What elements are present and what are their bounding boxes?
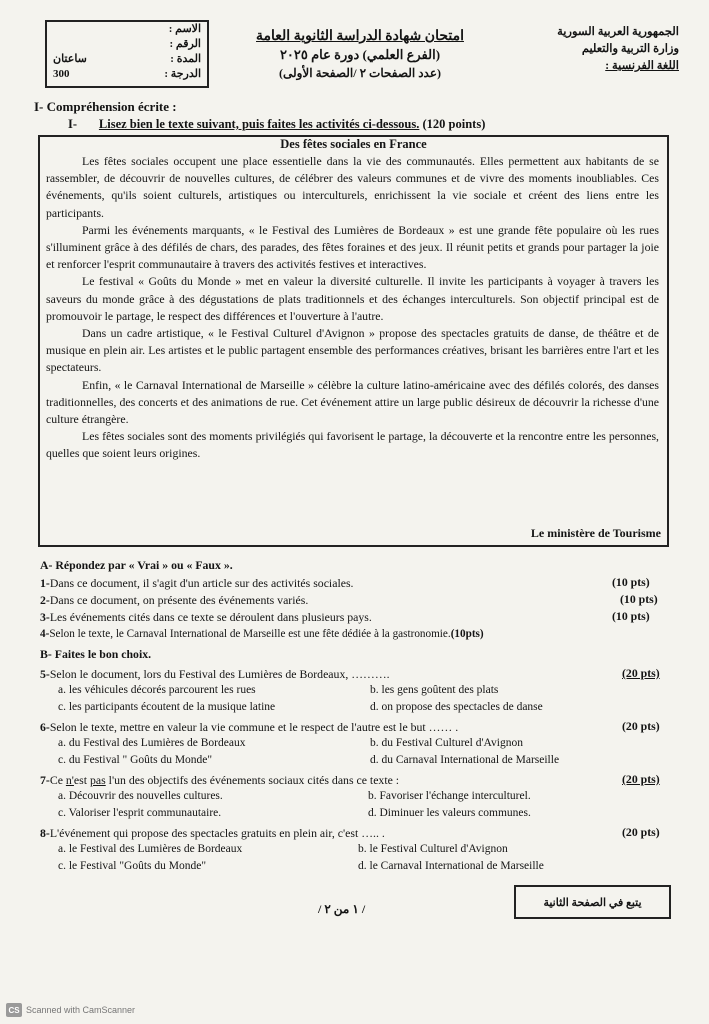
option: d. Diminuer les valeurs communes.	[368, 807, 531, 819]
option: b. les gens goûtent des plats	[370, 684, 499, 696]
id-row-duration: ساعتان المدة :	[53, 53, 201, 65]
continued-note-box: يتبع في الصفحة الثانية	[514, 885, 671, 919]
option: a. les véhicules décorés parcourent les rues	[58, 684, 256, 696]
text-source: Le ministère de Tourisme	[530, 526, 661, 540]
text-title: Des fêtes sociales en France	[280, 137, 427, 151]
question-3: 3-Les événements cités dans ce texte se déroulent dans plusieurs pays.	[40, 610, 372, 624]
section-heading: I- Compréhension écrite :	[34, 99, 177, 114]
id-row-grade: 300 الدرجة :	[53, 68, 201, 80]
exam-session: (الفرع العلمي) دورة عام ٢٠٢٥	[279, 47, 441, 62]
points: (10 pts)	[612, 609, 650, 623]
paragraph: Les fêtes sociales sont des moments privilégiés qui favorisent le partage, la découverte et la rencontre entre les personnes, quelles que soient leurs origines.	[46, 429, 659, 461]
camscanner-logo-icon: CS	[6, 1003, 22, 1017]
instruction-number: I-	[68, 117, 78, 131]
id-row-name: الاسم :	[168, 23, 201, 35]
option: d. on propose des spectacles de danse	[370, 701, 543, 713]
option: a. le Festival des Lumières de Bordeaux	[58, 843, 243, 855]
option: c. le Festival "Goûts du Monde"	[58, 860, 207, 872]
option: d. du Carnaval International de Marseille	[370, 754, 560, 766]
question-7: 7-Ce n'est pas l'un des objectifs des événements sociaux cités dans ce texte :	[40, 773, 400, 787]
option: d. le Carnaval International de Marseille	[358, 860, 544, 872]
subject-name: اللغة الفرنسية :	[605, 60, 679, 72]
points: (20 pts)	[622, 719, 660, 733]
instruction-points: (120 points)	[422, 117, 486, 131]
option: c. du Festival " Goûts du Monde"	[58, 754, 213, 766]
paragraph: Dans un cadre artistique, « le Festival Culturel d'Avignon » propose des spectacles gratuits de danse, de théâtre et de musique en plein air. Les artistes et le public partagent ensemble des performances créatives, brisant les barrières entre l'art et les spectateurs.	[46, 326, 659, 375]
ministry-header	[479, 24, 679, 75]
exam-title: امتحان شهادة الدراسة الثانوية العامة	[256, 29, 464, 44]
paragraph: Enfin, « le Carnaval International de Marseille » célèbre la culture latino-américaine avec des défilés colorés, des danses traditionnelles, des concerts et des animations de rue. Cet événement attire un large public désireux de découvrir la richesse d'une culture étrangère.	[46, 377, 659, 427]
points: (20 pts)	[622, 825, 660, 839]
part-b-heading: B- Faites le bon choix.	[40, 647, 152, 661]
points: (20 pts)	[622, 772, 660, 786]
paragraph: Le festival « Goûts du Monde » met en valeur la diversité culturelle. Il invite les participants à voyager à travers les saveurs du monde grâce à des dégustations de plats traditionnels et des échanges interculturels. Son objectif principal est de promouvoir le partage, le respect des différences et l'ouverture à l'autre.	[46, 274, 659, 323]
option: b. le Festival Culturel d'Avignon	[358, 843, 508, 855]
id-row-number: الرقم :	[169, 38, 201, 50]
option: c. les participants écoutent de la musique latine	[58, 701, 276, 713]
text-body	[46, 153, 659, 463]
paragraph: Les fêtes sociales occupent une place essentielle dans la vie des communautés. Elles permettent aux habitants de se rassembler, de découvrir de nouvelles cultures, de célébrer des valeurs communes et de vivre des moments inoubliables. Ces événements, qu'ils soient culturels, artistiques ou interculturels, enrichissent la vie sociale et créent des liens entre les participants.	[46, 154, 659, 220]
option: b. du Festival Culturel d'Avignon	[370, 737, 523, 749]
scanner-text: Scanned with CamScanner	[26, 1005, 136, 1015]
reading-text-box	[38, 135, 669, 547]
page-count: (عدد الصفحات ٢ /الصفحة الأولى)	[278, 66, 442, 80]
republic-name: الجمهورية العربية السورية	[557, 26, 679, 38]
paragraph: Parmi les événements marquants, « le Festival des Lumières de Bordeaux » est une grande fête populaire où les rues s'illuminent grâce à des défilés de chars, des parades, des fêtes foraines et des jeux. Il réunit petits et grands pour partager la joie et renforcer l'esprit communautaire à travers des activités festives et interactives.	[46, 222, 659, 272]
question-2: 2-Dans ce document, on présente des événements variés.	[40, 593, 309, 607]
option: a. Découvrir des nouvelles cultures.	[58, 790, 223, 802]
points: (10 pts)	[620, 592, 658, 606]
option: a. du Festival des Lumières de Bordeaux	[58, 737, 246, 749]
question-1: 1-Dans ce document, il s'agit d'un article sur des activités sociales.	[40, 576, 354, 590]
points: (20 pts)	[622, 666, 660, 680]
candidate-info-box	[45, 20, 209, 88]
question-6: 6-Selon le texte, mettre en valeur la vie commune et le respect de l'autre est le but …… .	[40, 720, 459, 734]
question-4: 4-Selon le texte, le Carnaval International de Marseille est une fête dédiée à la gastronomie.(10pts)	[40, 628, 484, 640]
page-number: / ١ من ٢ /	[318, 902, 366, 916]
ministry-name: وزارة التربية والتعليم	[581, 43, 679, 55]
points: (10 pts)	[612, 575, 650, 589]
option: c. Valoriser l'esprit communautaire.	[58, 807, 222, 819]
exam-header	[235, 28, 485, 82]
part-a-heading: A- Répondez par « Vrai » ou « Faux ».	[40, 558, 233, 572]
scanner-watermark	[6, 1003, 135, 1017]
instruction-text: Lisez bien le texte suivant, puis faites les activités ci-dessous.	[98, 117, 420, 131]
instruction	[68, 117, 485, 132]
question-8: 8-L'événement qui propose des spectacles gratuits en plein air, c'est ….. .	[40, 826, 385, 840]
question-5: 5-Selon le document, lors du Festival des Lumières de Bordeaux, ……….	[40, 667, 390, 681]
option: b. Favoriser l'échange interculturel.	[368, 790, 531, 802]
